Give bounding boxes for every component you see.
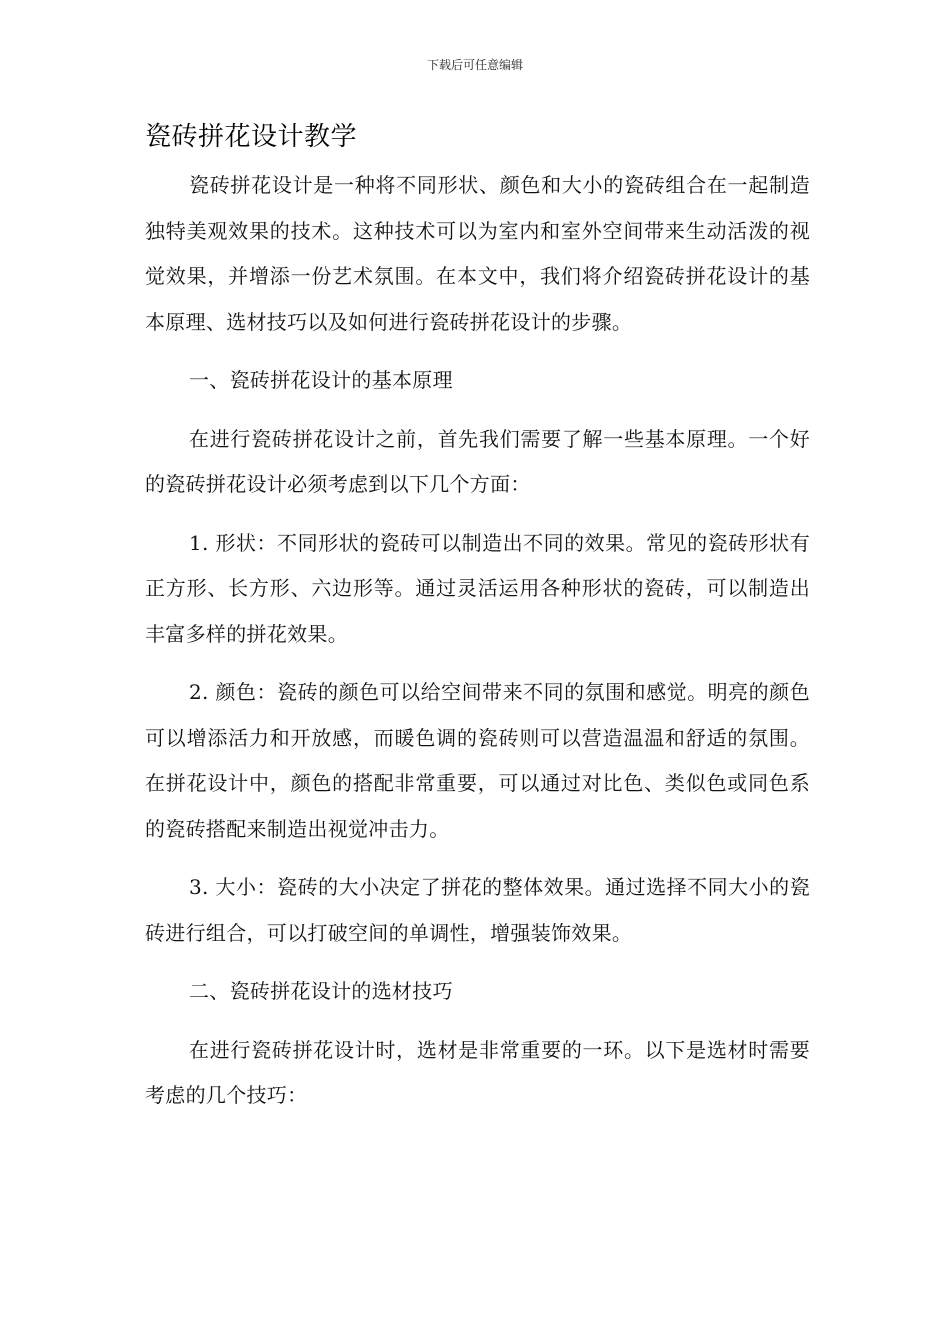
section-1-intro: 在进行瓷砖拼花设计之前，首先我们需要了解一些基本原理。一个好的瓷砖拼花设计必须考虑到以下几个方面： xyxy=(145,426,810,496)
section-1-heading: 一、瓷砖拼花设计的基本原理 xyxy=(189,368,453,392)
page-header-note: 下载后可任意编辑 xyxy=(426,58,523,72)
document-body xyxy=(145,117,810,1132)
document-title: 瓷砖拼花设计教学 xyxy=(145,122,358,152)
section-1-item-color: 2. 颜色：瓷砖的颜色可以给空间带来不同的氛围和感觉。明亮的颜色可以增添活力和开放感，而暖色调的瓷砖则可以营造温温和舒适的氛围。在拼花设计中，颜色的搭配非常重要，可以通过对比色、类似色或同色系的瓷砖搭配来制造出视觉冲击力。 xyxy=(145,680,810,841)
section-2-intro: 在进行瓷砖拼花设计时，选材是非常重要的一环。以下是选材时需要考虑的几个技巧： xyxy=(145,1037,810,1107)
section-1-item-size: 3. 大小：瓷砖的大小决定了拼花的整体效果。通过选择不同大小的瓷砖进行组合，可以打破空间的单调性，增强装饰效果。 xyxy=(145,875,810,945)
intro-paragraph: 瓷砖拼花设计是一种将不同形状、颜色和大小的瓷砖组合在一起制造独特美观效果的技术。这种技术可以为室内和室外空间带来生动活泼的视觉效果，并增添一份艺术氛围。在本文中，我们将介绍瓷砖拼花设计的基本原理、选材技巧以及如何进行瓷砖拼花设计的步骤。 xyxy=(145,173,810,334)
section-2-heading: 二、瓷砖拼花设计的选材技巧 xyxy=(189,979,453,1003)
section-1-item-shape: 1. 形状：不同形状的瓷砖可以制造出不同的效果。常见的瓷砖形状有正方形、长方形、六边形等。通过灵活运用各种形状的瓷砖，可以制造出丰富多样的拼花效果。 xyxy=(145,530,810,646)
